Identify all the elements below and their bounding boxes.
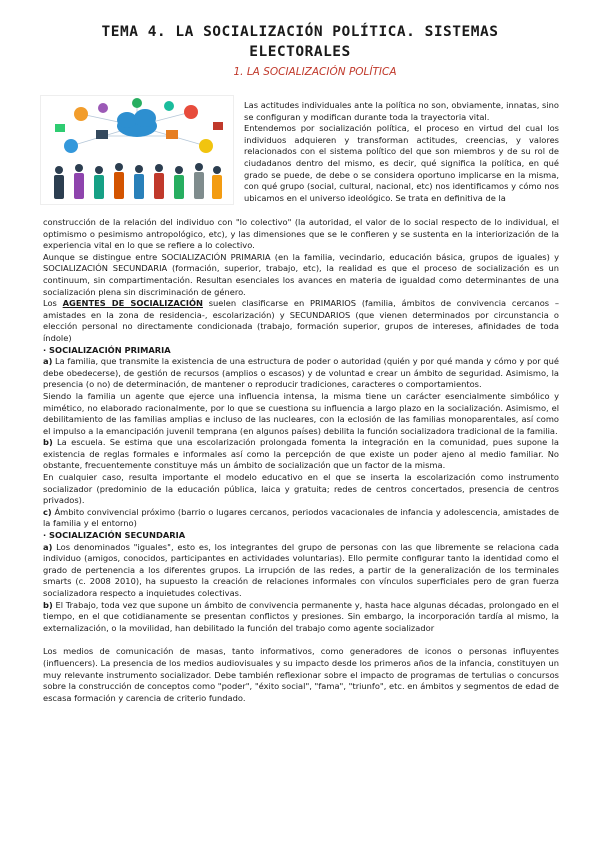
section-subtitle: 1. LA SOCIALIZACIÓN POLÍTICA: [233, 66, 397, 78]
item-b-label: b): [43, 437, 53, 448]
item-b-escuela-continued: En cualquier caso, resulta importante el modelo educativo en el que se inserta la escolarización como instrumento socializador (predominio de la educación pública, laica y gratuita; redes de centros concertados, presencia de centros privados).: [43, 472, 559, 506]
item-s-a-iguales: [43, 542, 559, 600]
intro-text: [244, 100, 559, 204]
document-body: [43, 217, 559, 704]
item-s-b-label: b): [43, 599, 53, 610]
item-c-text: Ámbito convivencial próximo (barrio o lugares cercanos, periodos vacacionales de infancia y adolescencia, amistades de la familia y el entorno): [43, 506, 559, 529]
intro-paragraph-2-continued: construcción de la relación del individuo con "lo colectivo" (la autoridad, el valor de lo social respecto de lo individual, el optimismo o pesimismo antropológico, etc), y las dimensiones que se le confieren y se sustenta en la interiorización de la experiencia vital en lo que se refiere a lo colectivo.: [43, 217, 559, 251]
item-a-familia-continued: Siendo la familia un agente que ejerce una influencia intensa, la misma tiene un carácter esencialmente simbólico y mimético, no elaborado racionalmente, por lo que se cuestiona su influencia a largo plazo en la socialización. Asimismo, el debilitamiento de las familias amplias e incluso de las nucleares, con la eclosión de las familias monoparentales, así como el impulso a la emancipación juvenil temprana (en algunos países) debilita la función socializadora tradicional de la familia.: [43, 390, 559, 436]
agentes-text: suelen clasificarse en PRIMARIOS (familia, ámbitos de convivencia cercanos –amistades en la zona de residencia-, escolarización) y SECUNDARIOS (que vienen determinados por circunstancia o elección personal no directamente condicionada (trabajo, formación superior, grupos de intereses, afinidades de toda índole): [43, 298, 560, 343]
title-line-1: TEMA 4. LA SOCIALIZACIÓN POLÍTICA. SISTEMAS: [101, 24, 499, 40]
item-a-familia: [43, 356, 559, 391]
intro-paragraph-2: Entendemos por socialización política, el proceso en virtud del cual los individuos adquieren y transforman actitudes, creencias, y valores relacionados con el sistema político del que son miembros y de su rol de ciudadanos dentro del mismo, es decir, qué significa la política, en qué grado se puede, de debe o se considera oportuno implicarse en la misma, con qué grupo (social, cultural, nacional, etc) nos identificamos y cómo nos ubicamos en el universo ideológico. Se trata en definitiva de la: [244, 123, 559, 203]
item-s-b-text: El Trabajo, toda vez que supone un ámbito de convivencia permanente y, hasta hace algunas décadas, prolongado en el tiempo, en el que cotidianamente se presentan conflictos y presiones. Sin embargo, la incorporación tardía al mismo, la externalización, o la movilidad, han debilitado la función del trabajo como agente socializador: [43, 599, 559, 633]
item-a-label: a): [43, 356, 53, 367]
heading-socializacion-primaria: · SOCIALIZACIÓN PRIMARIA: [43, 344, 171, 355]
social-network-illustration-icon: [40, 95, 234, 205]
intro-paragraph-1: Las actitudes individuales ante la política no son, obviamente, innatas, sino se configuran y modifican durante toda la trayectoria vital.: [244, 100, 559, 122]
item-b-text: La escuela. Se estima que una escolarización prolongada fomenta la integración en la comunidad, pues supone la existencia de reglas formales e informales así como la percepción de que existe un poder ajeno al medio familiar. No obstante, frecuentemente constituye más un ámbito de socialización que un factor de la misma.: [43, 437, 559, 471]
agentes-term: AGENTES DE SOCIALIZACIÓN: [62, 298, 203, 309]
item-s-b-trabajo: [43, 600, 559, 635]
paragraph-primaria-secundaria: Aunque se distingue entre SOCIALIZACIÓN PRIMARIA (en la familia, vecindario, educación básica, grupos de iguales) y SOCIALIZACIÓN SECUNDARIA (formación, superior, trabajo, etc), la realidad es que el proceso de socialización es un continuum, sin compartimentación. Resultan esenciales los avances en materia de igualdad como determinantes de una socialización plena sin discriminación de género.: [43, 251, 559, 297]
item-s-a-text: Los denominados "iguales", esto es, los integrantes del grupo de personas con las que libremente se relaciona cada individuo (amigos, conocidos, participantes en actividades voluntarias). Ello permite configurar tanto la identidad como el grado de pertenencia a los diferentes grupos. La irrupción de las redes, a partir de la generalización de los terminales smarts (c. 2008 2010), ha supuesto la creación de relaciones informales con vínculos superficiales pero de gran fuerza socializadora respecto a inquietudes colectivas.: [43, 541, 559, 598]
heading-socializacion-secundaria: · SOCIALIZACIÓN SECUNDARIA: [43, 530, 186, 541]
illustration-svg: [41, 96, 233, 204]
agentes-prefix: Los: [43, 298, 63, 309]
paragraph-agentes: [43, 298, 559, 344]
item-s-a-label: a): [43, 541, 53, 552]
item-c-ambito: [43, 507, 559, 530]
page-title: [60, 22, 540, 62]
item-c-label: c): [43, 506, 52, 517]
paragraph-medios: Los medios de comunicación de masas, tanto informativos, como generadores de iconos o personas influyentes (influencers). La presencia de los medios audiovisuales y su impacto desde los primeros años de la infancia, constituyen un muy relevante instrumento socializador. Debe también reflexionar sobre el impacto de programas de tertulias o concursos sobre la construcción de conceptos como "poder", "éxito social", "fama", "triunfo", etc. en ámbitos y segmentos de edad de escasa formación y carencia de criterio fundado.: [43, 646, 559, 703]
title-line-2: ELECTORALES: [249, 44, 351, 60]
item-a-text: La familia, que transmite la existencia de una estructura de poder o autoridad (quién y por qué manda y cómo y por qué debe obedecerse), de gestión de recursos (amplios o escasos) y de voluntad e crear un ámbito de seguridad. Asimismo, la presencia (o no) de determinación, de mantener o reproducir tradiciones, caracteres o comportamientos.: [43, 356, 559, 390]
item-b-escuela: [43, 437, 559, 472]
